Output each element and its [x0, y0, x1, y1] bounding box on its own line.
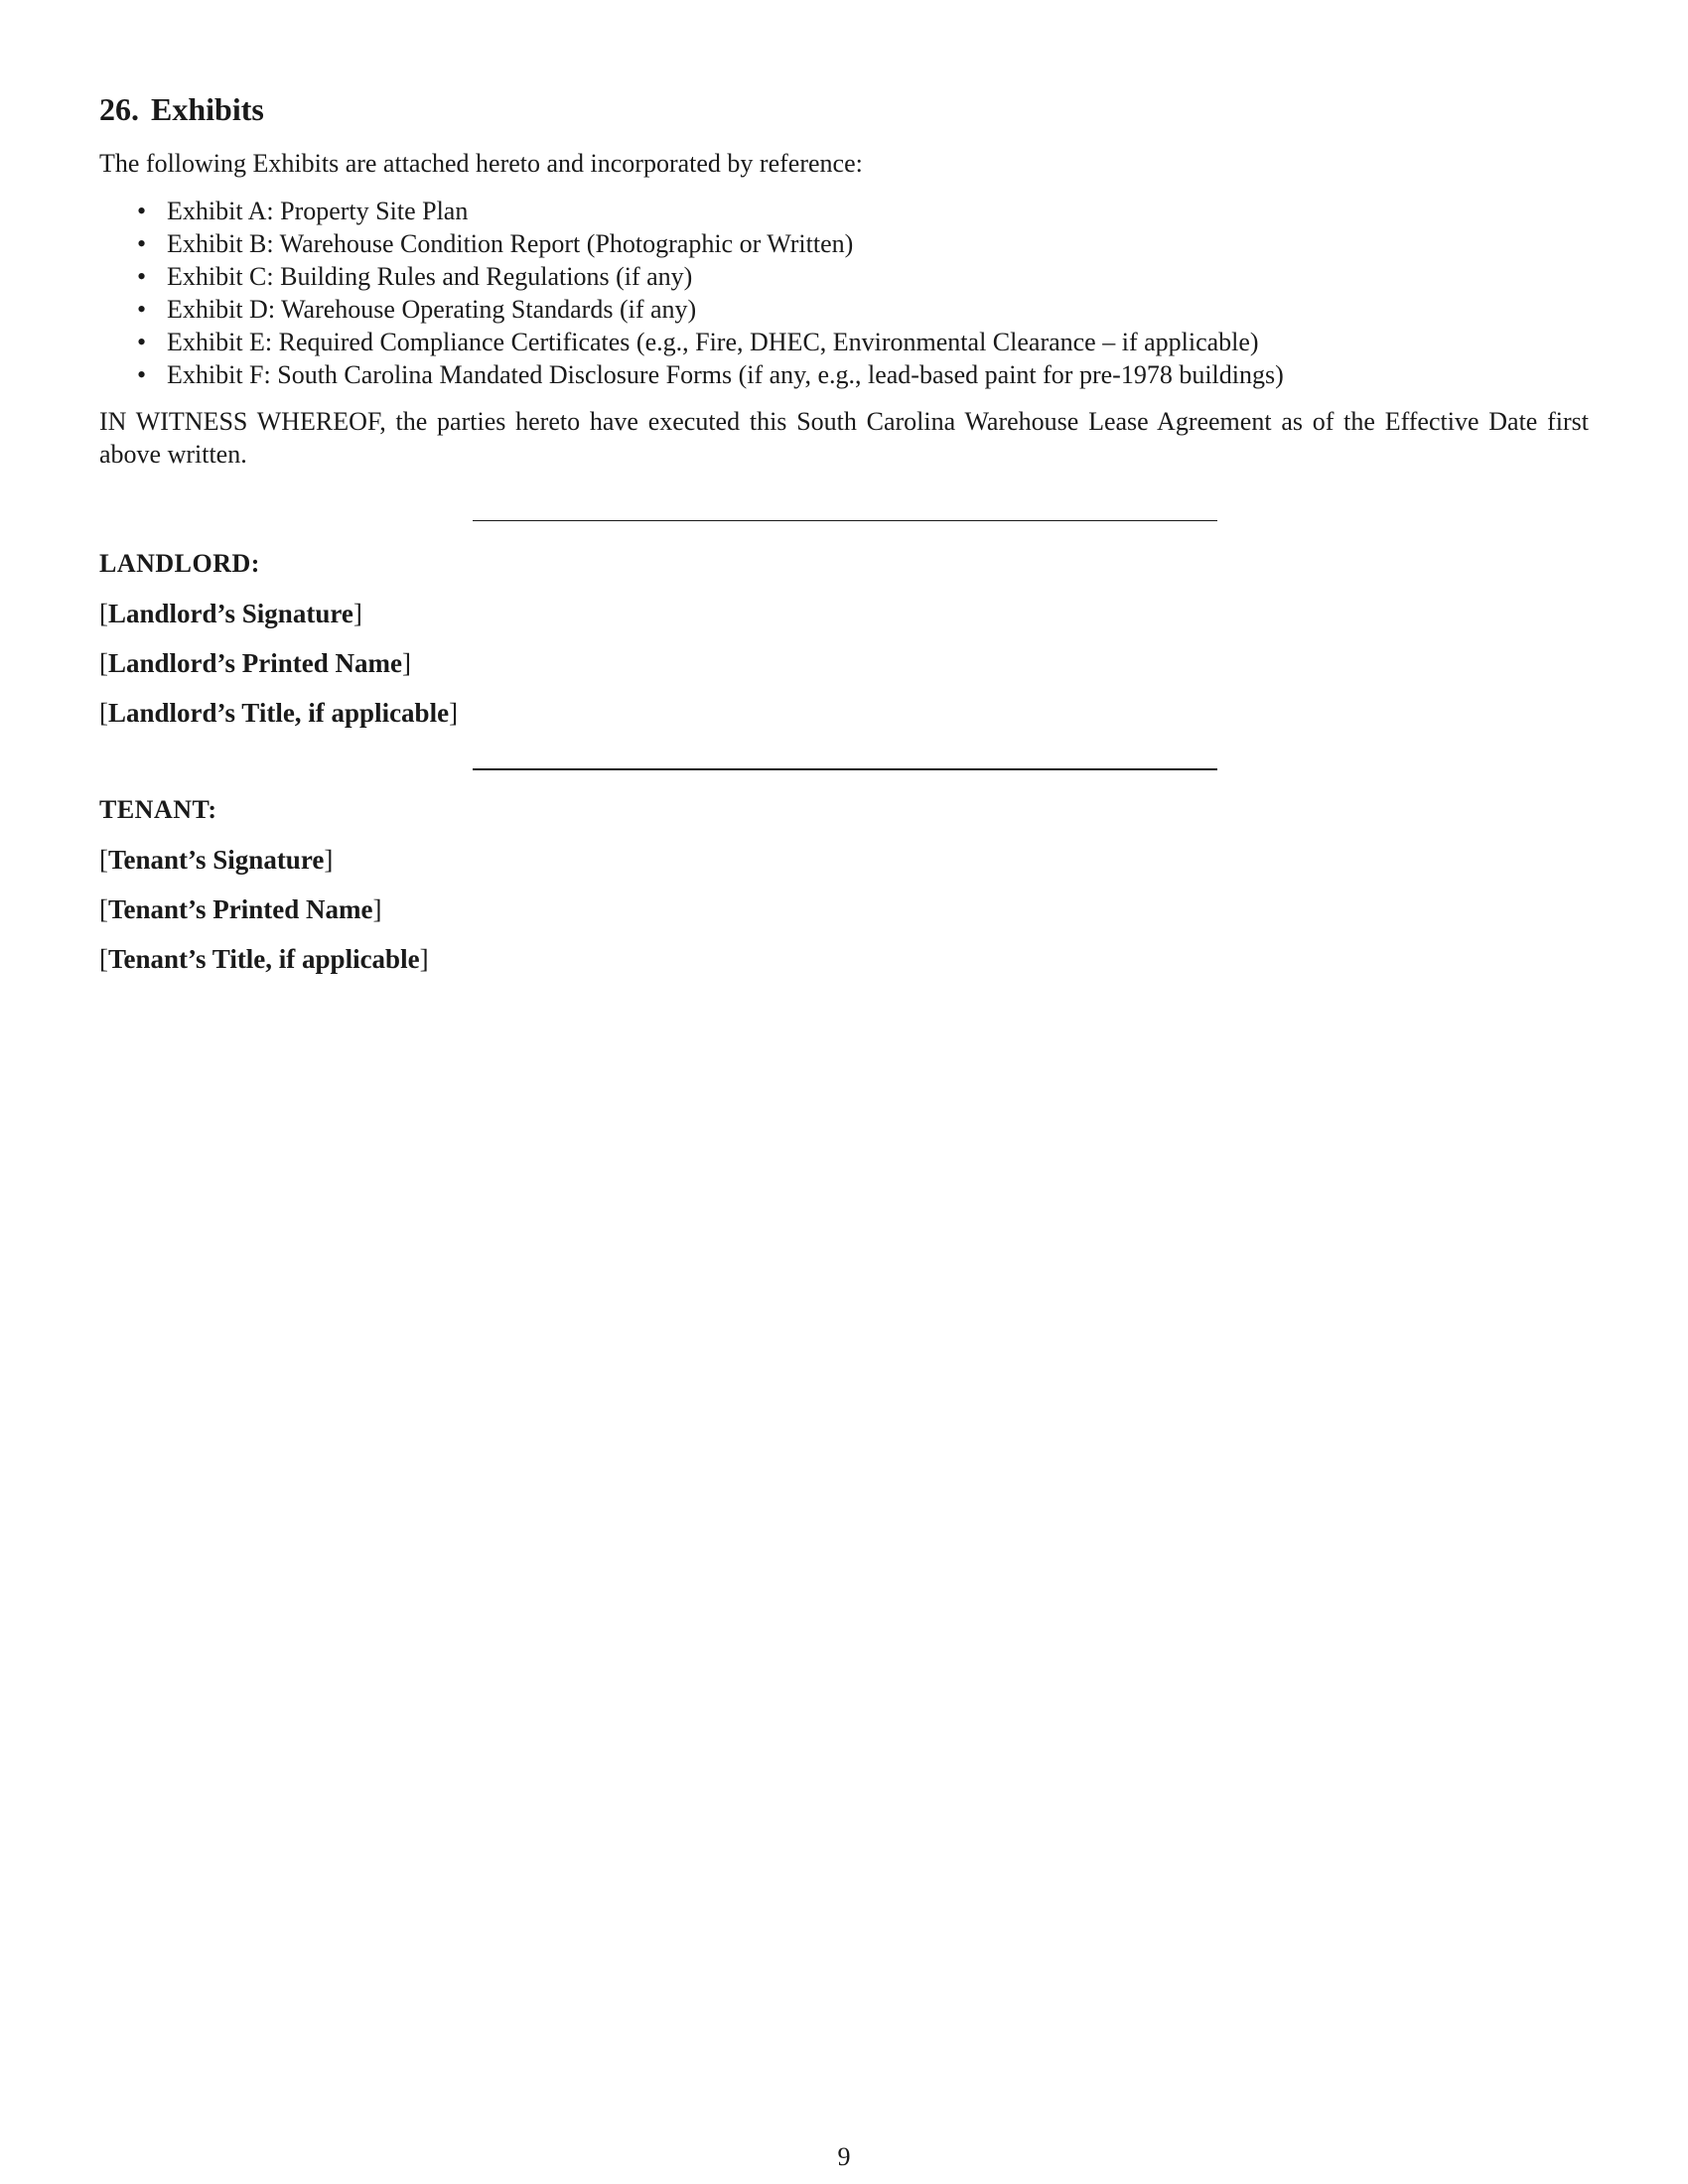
bracket-close: ]	[402, 648, 411, 678]
exhibit-item	[137, 227, 1589, 260]
landlord-signature-block	[99, 548, 1092, 747]
section-number: 26.	[99, 91, 139, 127]
tenant-title-text: Tenant’s Title, if applicable	[108, 944, 420, 974]
tenant-signature-text: Tenant’s Signature	[108, 845, 325, 875]
landlord-printed-name-field	[99, 647, 1092, 679]
landlord-signature-field	[99, 598, 1092, 629]
witness-clause: IN WITNESS WHEREOF, the parties hereto have executed this South Carolina Warehouse Lease Agreement as of the Effective Date first above written.	[99, 406, 1589, 469]
bracket-close: ]	[352, 599, 362, 628]
bracket-open: [	[99, 599, 108, 628]
landlord-title-text: Landlord’s Title, if applicable	[108, 698, 450, 728]
exhibit-text: Exhibit F: South Carolina Mandated Disclosure Forms (if any, e.g., lead-based paint for pre-1978 buildings)	[167, 359, 1284, 389]
bullet-icon: •	[137, 327, 147, 356]
exhibit-text: Exhibit E: Required Compliance Certificates (e.g., Fire, DHEC, Environmental Clearance – if applicable)	[167, 327, 1259, 356]
tenant-label: TENANT:	[99, 795, 217, 824]
exhibit-text: Exhibit A: Property Site Plan	[167, 196, 469, 225]
exhibit-item	[137, 293, 1589, 326]
landlord-title-field	[99, 697, 1092, 729]
tenant-printed-name-field	[99, 893, 1092, 925]
bracket-open: [	[99, 894, 108, 924]
section-title: Exhibits	[151, 91, 264, 127]
exhibit-item	[137, 358, 1589, 391]
tenant-signature-field	[99, 844, 1092, 876]
exhibit-text: Exhibit D: Warehouse Operating Standards (if any)	[167, 294, 697, 324]
exhibit-list	[99, 195, 1589, 391]
page-number: 9	[837, 2142, 851, 2171]
exhibit-item	[137, 195, 1589, 227]
bullet-icon: •	[137, 196, 147, 225]
bullet-icon: •	[137, 294, 147, 324]
bracket-close: ]	[324, 845, 334, 875]
tenant-title-field	[99, 943, 1092, 975]
section-heading	[99, 89, 1589, 129]
bracket-open: [	[99, 698, 108, 728]
bullet-icon: •	[137, 359, 147, 389]
exhibit-item	[137, 260, 1589, 293]
tenant-signature-block	[99, 794, 1092, 993]
landlord-signature-text: Landlord’s Signature	[108, 599, 353, 628]
bullet-icon: •	[137, 261, 147, 291]
bracket-open: [	[99, 845, 108, 875]
bracket-close: ]	[372, 894, 382, 924]
section-intro: The following Exhibits are attached hereto and incorporated by reference:	[99, 149, 863, 178]
exhibit-text: Exhibit B: Warehouse Condition Report (Photographic or Written)	[167, 228, 854, 258]
bracket-open: [	[99, 648, 108, 678]
exhibit-item	[137, 326, 1589, 358]
bracket-close: ]	[419, 944, 429, 974]
exhibit-text: Exhibit C: Building Rules and Regulations (if any)	[167, 261, 693, 291]
tenant-signature-line	[473, 768, 1217, 770]
landlord-printed-name-text: Landlord’s Printed Name	[108, 648, 402, 678]
landlord-signature-line	[473, 520, 1217, 521]
landlord-label: LANDLORD:	[99, 549, 260, 578]
document-page	[99, 89, 1589, 471]
tenant-printed-name-text: Tenant’s Printed Name	[108, 894, 373, 924]
bracket-close: ]	[449, 698, 459, 728]
bracket-open: [	[99, 944, 108, 974]
bullet-icon: •	[137, 228, 147, 258]
